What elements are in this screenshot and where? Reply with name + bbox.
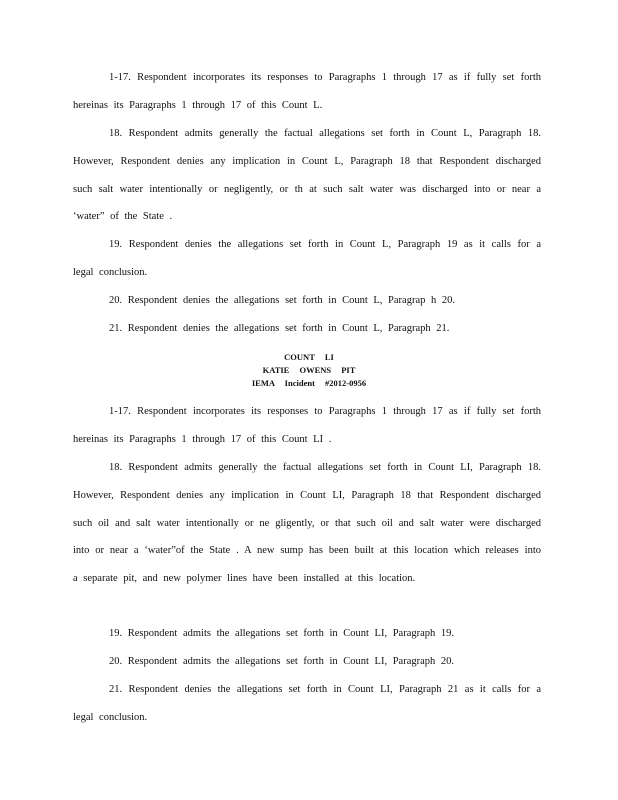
count-li-heading-incident: IEMA Incident #2012-0956 bbox=[251, 378, 367, 388]
count-li-paragraph-21: 21. Respondent denies the allegations set forth in Count LI, Paragraph 21 as it calls for a legal conclusion. bbox=[73, 684, 541, 723]
count-li-heading-title: COUNT LI bbox=[284, 352, 334, 362]
count-li-paragraph-18: 18. Respondent admits generally the factual allegations set forth in Count LI, Paragraph 18. However, Respondent denies any implication in Count LI, Paragraph 18 that Respondent discharged such oil and salt water intentionally or ne gligently, or that such oil and salt water were discharged into or near a ‘water”of the State . A new sump has been built at this location which releases into a separate pit, and new polymer lines have been installed at this location. bbox=[73, 462, 541, 585]
count-li-heading-site: KATIE OWENS PIT bbox=[262, 365, 356, 375]
count-l-paragraph-1-17: 1-17. Respondent incorporates its responses to Paragraphs 1 through 17 as if fully set forth hereinas its Paragraphs 1 through 17 of this Count L. bbox=[73, 72, 541, 111]
count-li-paragraph-19: 19. Respondent admits the allegations set forth in Count LI, Paragraph 19. bbox=[109, 628, 455, 639]
count-l-paragraph-21: 21. Respondent denies the allegations set forth in Count L, Paragraph 21. bbox=[109, 323, 450, 334]
count-l-paragraph-20: 20. Respondent denies the allegations set forth in Count L, Paragrap h 20. bbox=[109, 295, 455, 306]
count-li-paragraph-20: 20. Respondent admits the allegations set forth in Count LI, Paragraph 20. bbox=[109, 656, 455, 667]
count-l-paragraph-19: 19. Respondent denies the allegations set forth in Count L, Paragraph 19 as it calls for a legal conclusion. bbox=[73, 239, 541, 278]
count-li-paragraph-1-17: 1-17. Respondent incorporates its responses to Paragraphs 1 through 17 as if fully set forth hereinas its Paragraphs 1 through 17 of this Count LI . bbox=[73, 406, 541, 445]
count-l-paragraph-18: 18. Respondent admits generally the factual allegations set forth in Count L, Paragraph 18. However, Respondent denies any implication in Count L, Paragraph 18 that Respondent discharged such salt water intentionally or negligently, or th at such salt water was discharged into or near a ‘water” of the State . bbox=[73, 128, 541, 223]
